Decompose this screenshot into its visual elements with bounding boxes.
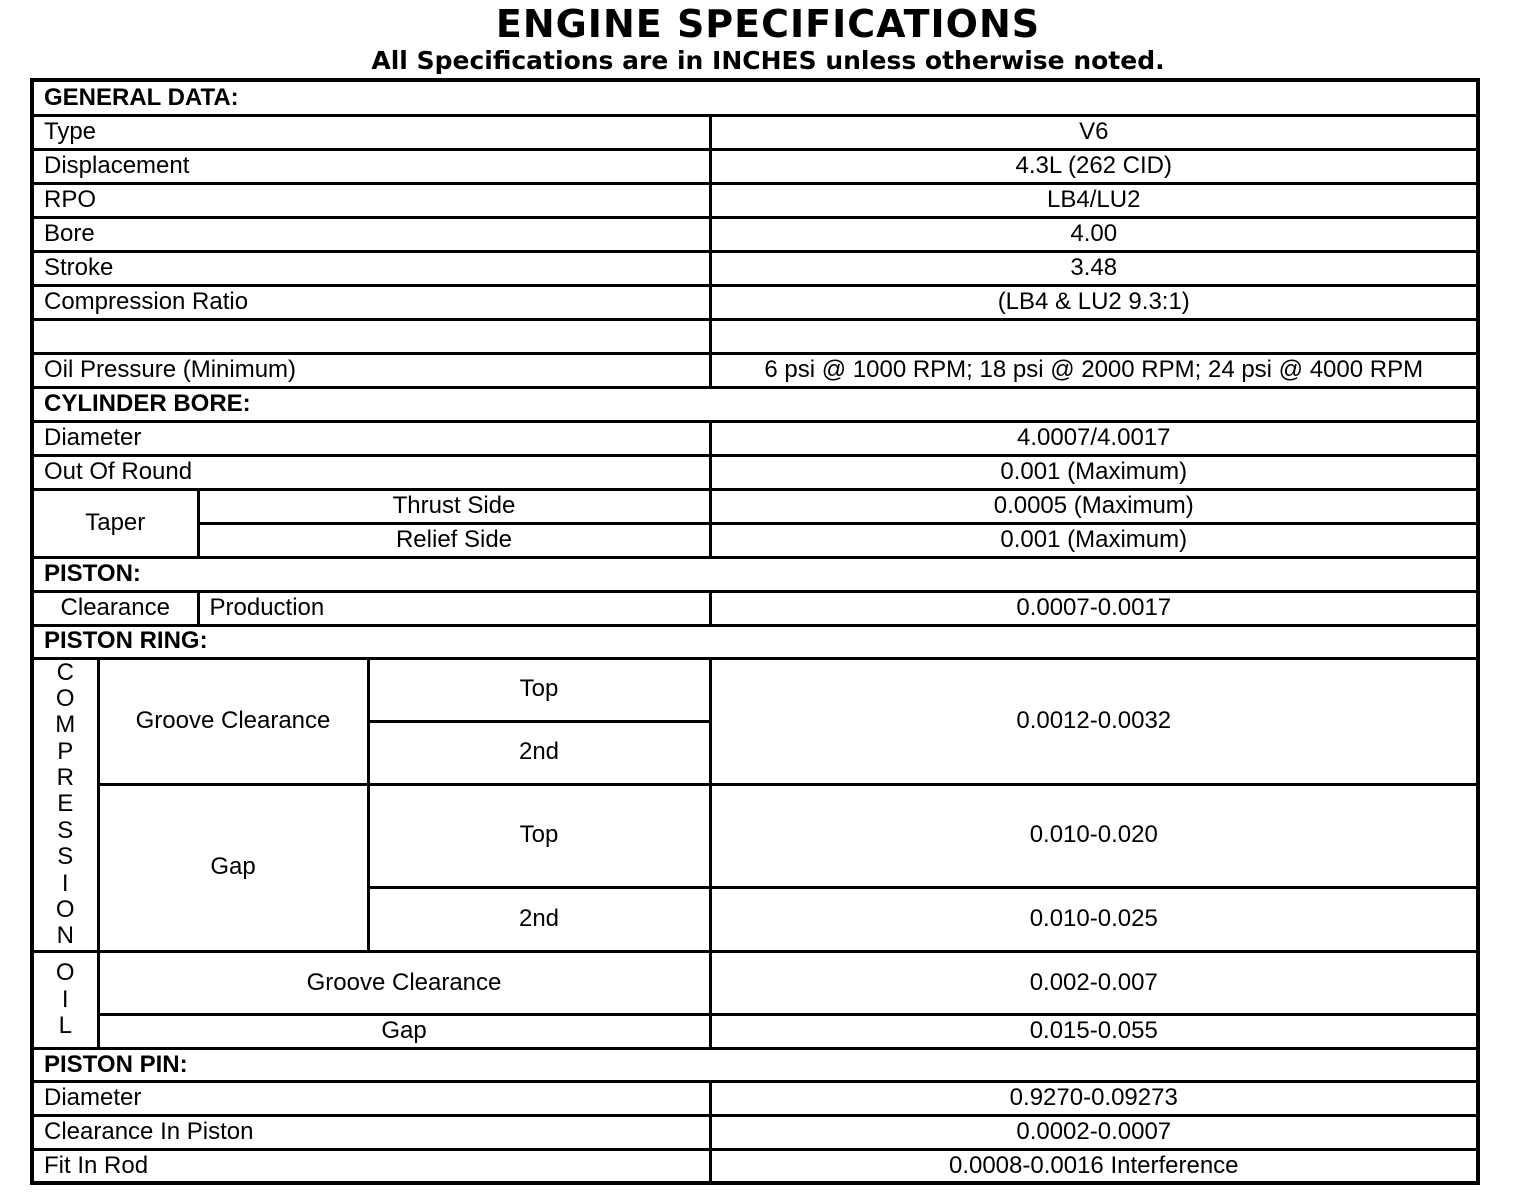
row-label: Fit In Rod xyxy=(32,1149,710,1183)
row-value: 0.001 (Maximum) xyxy=(710,455,1478,489)
table-row xyxy=(32,1149,1478,1183)
section-header-row xyxy=(32,387,1478,421)
general-data-header: GENERAL DATA: xyxy=(32,80,1478,115)
table-row xyxy=(32,285,1478,319)
row-value: 6 psi @ 1000 RPM; 18 psi @ 2000 RPM; 24 psi @ 4000 RPM xyxy=(710,353,1478,387)
groove-clearance-label: Groove Clearance xyxy=(98,658,368,784)
table-row xyxy=(32,784,1478,887)
oil-label: O I L xyxy=(55,959,75,1039)
groove-clearance-value: 0.0012-0.0032 xyxy=(710,658,1478,784)
page-title: ENGINE SPECIFICATIONS xyxy=(495,2,1041,46)
taper-label: Taper xyxy=(32,489,198,557)
piston-pin-header: PISTON PIN: xyxy=(32,1048,1478,1081)
row-value: V6 xyxy=(710,115,1478,149)
piston-header: PISTON: xyxy=(32,557,1478,591)
table-row xyxy=(32,353,1478,387)
piston-clearance-label: Clearance xyxy=(32,591,198,625)
table-row xyxy=(32,183,1478,217)
table-row xyxy=(32,115,1478,149)
table-row xyxy=(32,523,1478,557)
row-label: RPO xyxy=(32,183,710,217)
piston-clearance-value: 0.0007-0.0017 xyxy=(710,591,1478,625)
table-row xyxy=(32,217,1478,251)
row-label: Clearance In Piston xyxy=(32,1115,710,1149)
gap-second-value: 0.010-0.025 xyxy=(710,887,1478,951)
row-value: (LB4 & LU2 9.3:1) xyxy=(710,285,1478,319)
row-value: 4.00 xyxy=(710,217,1478,251)
row-label xyxy=(32,319,710,353)
oil-groove-clearance-value: 0.002-0.007 xyxy=(710,951,1478,1014)
thrust-side-value: 0.0005 (Maximum) xyxy=(710,489,1478,523)
table-row xyxy=(32,149,1478,183)
compression-vertical-label xyxy=(32,658,98,951)
second-label: 2nd xyxy=(368,721,710,784)
row-value: 0.0008-0.0016 Interference xyxy=(710,1149,1478,1183)
row-label: Compression Ratio xyxy=(32,285,710,319)
row-label: Type xyxy=(32,115,710,149)
oil-groove-clearance-label: Groove Clearance xyxy=(98,951,710,1014)
table-row xyxy=(32,591,1478,625)
oil-vertical-label xyxy=(32,951,98,1048)
row-value: 0.9270-0.09273 xyxy=(710,1081,1478,1115)
table-row xyxy=(32,1081,1478,1115)
cylinder-bore-header: CYLINDER BORE: xyxy=(32,387,1478,421)
table-row xyxy=(32,251,1478,285)
table-row xyxy=(32,421,1478,455)
row-label: Bore xyxy=(32,217,710,251)
row-label: Out Of Round xyxy=(32,455,710,489)
row-value: 4.3L (262 CID) xyxy=(710,149,1478,183)
row-value: 4.0007/4.0017 xyxy=(710,421,1478,455)
page-subtitle: All Specifications are in INCHES unless otherwise noted. xyxy=(371,46,1165,75)
table-row xyxy=(32,1115,1478,1149)
row-label: Displacement xyxy=(32,149,710,183)
oil-gap-label: Gap xyxy=(98,1014,710,1048)
row-value: 0.0002-0.0007 xyxy=(710,1115,1478,1149)
production-label: Production xyxy=(198,591,710,625)
table-row xyxy=(32,489,1478,523)
row-label: Diameter xyxy=(32,421,710,455)
relief-side-label: Relief Side xyxy=(198,523,710,557)
engine-spec-table xyxy=(30,78,1480,1185)
section-header-row xyxy=(32,1048,1478,1081)
gap-top-label: Top xyxy=(368,784,710,887)
oil-gap-value: 0.015-0.055 xyxy=(710,1014,1478,1048)
row-value xyxy=(710,319,1478,353)
relief-side-value: 0.001 (Maximum) xyxy=(710,523,1478,557)
section-header-row xyxy=(32,557,1478,591)
gap-top-value: 0.010-0.020 xyxy=(710,784,1478,887)
table-row xyxy=(32,951,1478,1014)
thrust-side-label: Thrust Side xyxy=(198,489,710,523)
gap-label: Gap xyxy=(98,784,368,951)
top-label: Top xyxy=(368,658,710,721)
table-row-empty xyxy=(32,319,1478,353)
row-label: Stroke xyxy=(32,251,710,285)
section-header-row xyxy=(32,625,1478,658)
table-row xyxy=(32,658,1478,721)
table-row xyxy=(32,1014,1478,1048)
row-label: Oil Pressure (Minimum) xyxy=(32,353,710,387)
compression-label: C O M P R E S S I O N xyxy=(55,658,76,950)
row-value: LB4/LU2 xyxy=(710,183,1478,217)
row-value: 3.48 xyxy=(710,251,1478,285)
gap-second-label: 2nd xyxy=(368,887,710,951)
row-label: Diameter xyxy=(32,1081,710,1115)
piston-ring-header: PISTON RING: xyxy=(32,625,1478,658)
table-row xyxy=(32,455,1478,489)
section-header-row xyxy=(32,80,1478,115)
